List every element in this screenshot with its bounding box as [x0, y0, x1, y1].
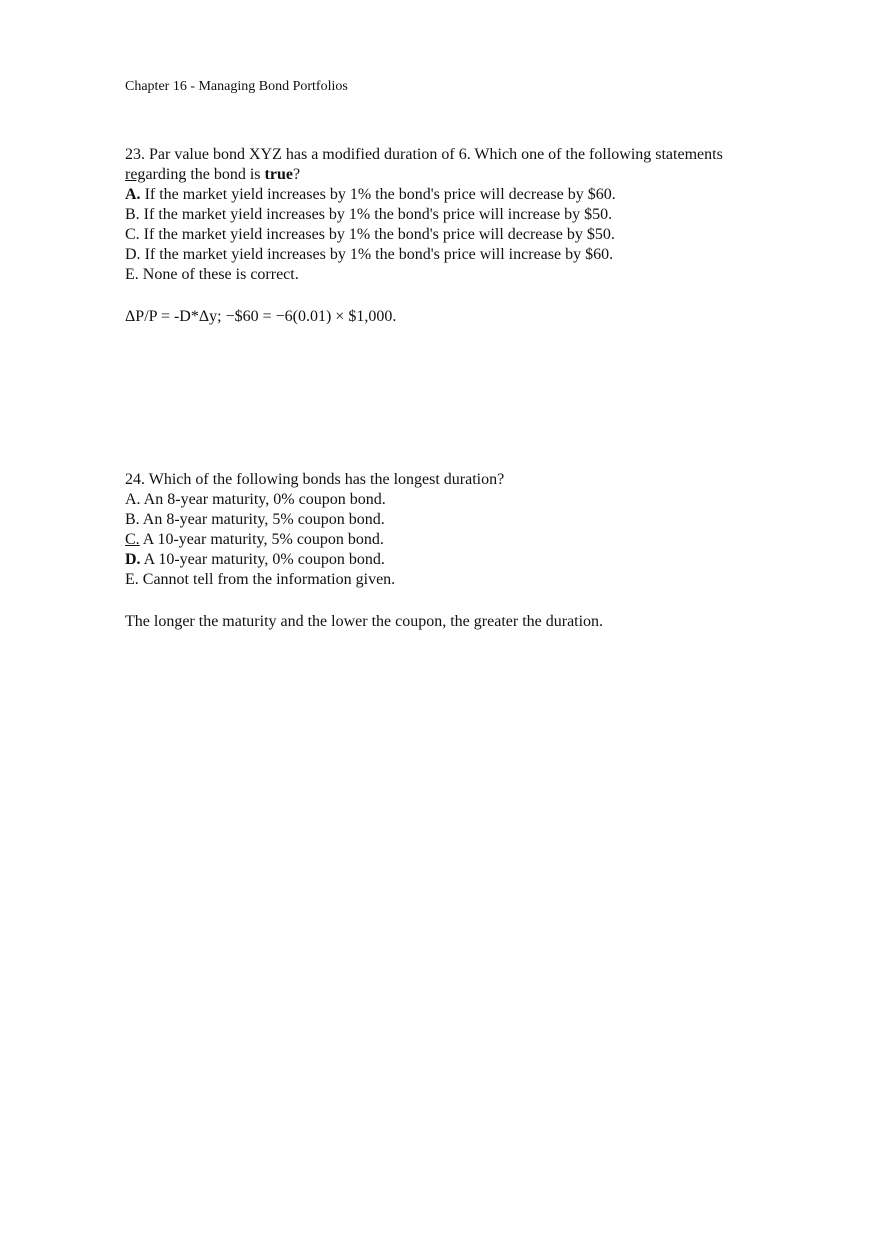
- option-text: None of these is correct.: [138, 266, 299, 283]
- option-letter: E.: [125, 266, 139, 283]
- page-header: Chapter 16 - Managing Bond Portfolios: [125, 79, 348, 94]
- question-23: [125, 145, 805, 327]
- option-letter: A.: [125, 186, 141, 203]
- option-text: If the market yield increases by 1% the bond's price will decrease by $60.: [140, 186, 616, 203]
- option-text: A 10-year maturity, 0% coupon bond.: [140, 551, 385, 568]
- question-number: 23.: [125, 146, 145, 163]
- option-e: [125, 265, 805, 285]
- option-d: [125, 550, 805, 570]
- question-stem-end: ?: [292, 166, 301, 183]
- option-text: Cannot tell from the information given.: [138, 571, 396, 588]
- question-number: 24.: [125, 471, 145, 488]
- question-stem-continued: [125, 165, 805, 185]
- emphasis-true: true: [264, 166, 293, 183]
- question-stem-line2: arding the bond is: [145, 166, 265, 183]
- option-letter: D.: [125, 246, 141, 263]
- explanation: The longer the maturity and the lower the coupon, the greater the duration.: [125, 613, 604, 630]
- underlined-text: reg: [125, 166, 146, 183]
- question-24: [125, 470, 805, 632]
- option-text: An 8-year maturity, 0% coupon bond.: [140, 491, 386, 508]
- option-letter: B.: [125, 206, 140, 223]
- question-stem: [125, 470, 805, 490]
- question-stem-text: Which of the following bonds has the longest duration?: [148, 471, 505, 488]
- option-text: A 10-year maturity, 5% coupon bond.: [139, 531, 384, 548]
- option-a: [125, 490, 805, 510]
- option-letter: E.: [125, 571, 139, 588]
- option-letter: B.: [125, 511, 140, 528]
- option-d: [125, 245, 805, 265]
- option-e: [125, 570, 805, 590]
- question-stem: [125, 145, 805, 165]
- option-c: [125, 225, 805, 245]
- option-letter: A.: [125, 491, 141, 508]
- option-a: [125, 185, 805, 205]
- option-b: [125, 510, 805, 530]
- option-text: If the market yield increases by 1% the bond's price will increase by $60.: [140, 246, 614, 263]
- option-b: [125, 205, 805, 225]
- option-text: If the market yield increases by 1% the bond's price will increase by $50.: [139, 206, 613, 223]
- option-text: An 8-year maturity, 5% coupon bond.: [139, 511, 385, 528]
- option-c: [125, 530, 805, 550]
- option-letter: D.: [125, 551, 141, 568]
- question-stem-line1: Par value bond XYZ has a modified duration of 6. Which one of the following statements: [149, 146, 723, 163]
- explanation: ΔP/P = -D*Δy; −$60 = −6(0.01) × $1,000.: [125, 308, 397, 325]
- option-letter: C.: [125, 226, 140, 243]
- option-letter: C.: [125, 531, 140, 548]
- option-text: If the market yield increases by 1% the bond's price will decrease by $50.: [139, 226, 615, 243]
